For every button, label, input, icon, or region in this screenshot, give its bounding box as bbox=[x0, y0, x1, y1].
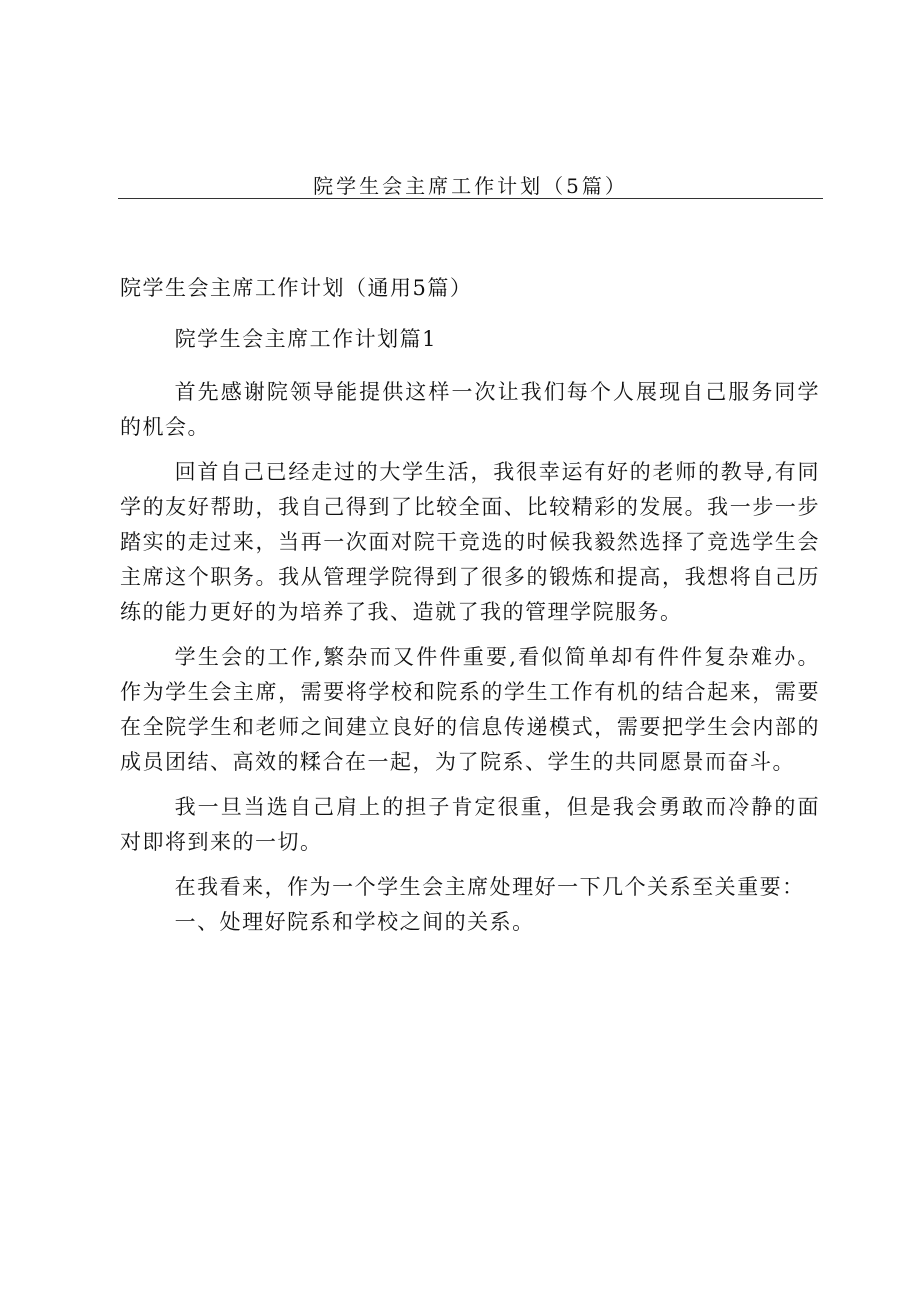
document-title: 院学生会主席工作计划（通用5篇） bbox=[120, 276, 473, 300]
section-heading: 院学生会主席工作计划篇1 bbox=[174, 327, 437, 351]
header-divider bbox=[118, 198, 823, 199]
paragraph-1: 首先感谢院领导能提供这样一次让我们每个人展现自己服务同学的机会。 bbox=[120, 380, 820, 439]
paragraph-3: 学生会的工作,繁杂而又件件重要,看似简单却有件件复杂难办。作为学生会主席，需要将学校和院系的学生工作有机的结合起来，需要在全院学生和老师之间建立良好的信息传递模式，需要把学生会内部的成员团结、高效的糅合在一起，为了院系、学生的共同愿景而奋斗。 bbox=[120, 645, 820, 774]
document-body bbox=[120, 322, 820, 940]
paragraph-5: 在我看来，作为一个学生会主席处理好一下几个关系至关重要： bbox=[174, 875, 805, 899]
paragraph-2: 回首自己已经走过的大学生活，我很幸运有好的老师的教导,有同学的友好帮助，我自己得到了比较全面、比较精彩的发展。我一步一步踏实的走过来，当再一次面对院干竞选的时候我毅然选择了竞选学生会主席这个职务。我从管理学院得到了很多的锻炼和提高，我想将自己历练的能力更好的为培养了我、造就了我的管理学院服务。 bbox=[120, 460, 820, 624]
paragraph-4: 我一旦当选自己肩上的担子肯定很重，但是我会勇敢而冷静的面对即将到来的一切。 bbox=[120, 795, 820, 854]
paragraph-6: 一、处理好院系和学校之间的关系。 bbox=[174, 910, 535, 934]
page-header-title: 院学生会主席工作计划（5篇） bbox=[313, 174, 628, 198]
